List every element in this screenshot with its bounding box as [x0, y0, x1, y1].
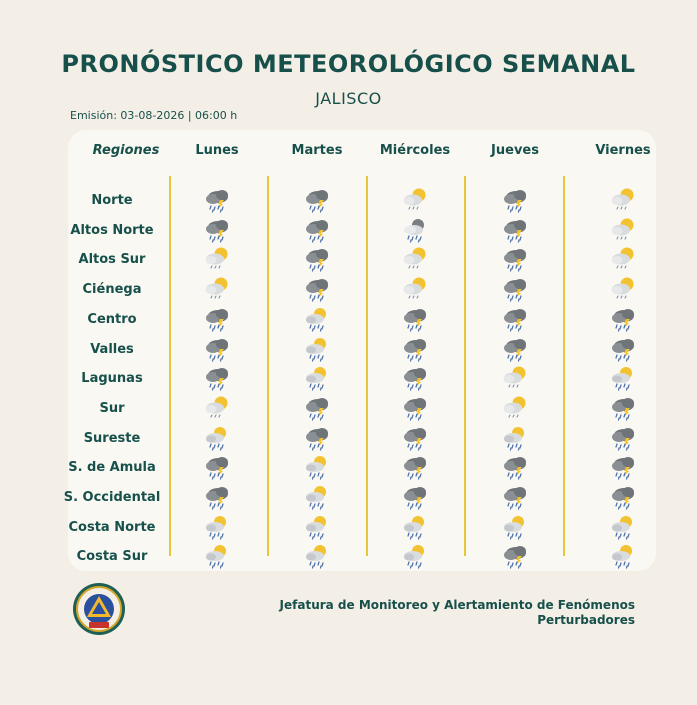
storm-cloud-icon — [501, 334, 529, 362]
sun-cloud-icon — [609, 244, 637, 272]
sun-rain-icon — [609, 363, 637, 391]
region-label: S. Occidental — [63, 490, 161, 505]
column-header-day: Lunes — [195, 143, 239, 158]
sun-rain-icon — [609, 541, 637, 569]
sun-rain-icon — [401, 512, 429, 540]
column-header-day: Viernes — [595, 143, 651, 158]
region-label: Norte — [91, 193, 133, 208]
storm-cloud-icon — [401, 363, 429, 391]
sun-rain-icon — [303, 304, 331, 332]
column-divider — [563, 176, 565, 556]
page-subtitle: JALISCO — [315, 89, 382, 108]
column-divider — [464, 176, 466, 556]
storm-cloud-icon — [303, 274, 331, 302]
sun-rain-icon — [401, 541, 429, 569]
region-label: Sur — [99, 400, 125, 416]
emission-timestamp: Emisión: 03-08-2026 | 06:00 h — [70, 109, 238, 122]
sun-rain-icon — [303, 452, 331, 480]
sun-rain-icon — [203, 423, 231, 451]
sun-cloud-icon — [609, 185, 637, 213]
sun-rain-icon — [303, 512, 331, 540]
region-label: Altos Norte — [70, 222, 154, 238]
sun-rain-icon — [303, 363, 331, 391]
column-header-day: Jueves — [491, 143, 539, 158]
column-divider — [169, 176, 171, 556]
storm-cloud-icon — [609, 304, 637, 332]
storm-cloud-icon — [501, 185, 529, 213]
sun-cloud-icon — [609, 215, 637, 243]
sun-cloud-icon — [401, 274, 429, 302]
storm-cloud-icon — [609, 393, 637, 421]
storm-cloud-icon — [203, 185, 231, 213]
sun-cloud-icon — [401, 244, 429, 272]
sun-rain-icon — [609, 512, 637, 540]
region-label: S. de Amula — [68, 460, 156, 476]
storm-cloud-icon — [401, 393, 429, 421]
sun-cloud-icon — [203, 244, 231, 272]
region-label: Ciénega — [82, 282, 142, 298]
region-label: Sureste — [83, 430, 141, 446]
storm-cloud-icon — [609, 334, 637, 362]
storm-cloud-icon — [401, 423, 429, 451]
sun-rain-icon — [501, 512, 529, 540]
storm-cloud-icon — [609, 452, 637, 480]
storm-cloud-icon — [303, 215, 331, 243]
sun-cloud-icon — [609, 274, 637, 302]
region-label: Centro — [87, 311, 137, 327]
sun-rain-icon — [203, 541, 231, 569]
storm-cloud-icon — [501, 452, 529, 480]
footer-line-1: Jefatura de Monitoreo y Alertamiento de Fenómenos — [279, 598, 635, 612]
footer-line-2: Perturbadores — [537, 613, 635, 627]
region-label: Valles — [90, 341, 134, 357]
storm-cloud-icon — [501, 482, 529, 510]
column-divider — [366, 176, 368, 556]
storm-cloud-icon — [401, 334, 429, 362]
storm-cloud-icon — [203, 363, 231, 391]
sun-cloud-icon — [203, 274, 231, 302]
moon-cloud-icon — [401, 215, 429, 243]
storm-cloud-icon — [501, 541, 529, 569]
storm-cloud-icon — [609, 482, 637, 510]
civil-protection-logo — [72, 582, 126, 636]
column-divider — [267, 176, 269, 556]
region-label: Lagunas — [81, 371, 143, 387]
sun-rain-icon — [303, 541, 331, 569]
storm-cloud-icon — [303, 423, 331, 451]
sun-cloud-icon — [401, 185, 429, 213]
storm-cloud-icon — [501, 274, 529, 302]
sun-rain-icon — [303, 334, 331, 362]
column-header-day: Miércoles — [379, 143, 451, 158]
region-label: Costa Sur — [76, 549, 148, 565]
sun-rain-icon — [501, 423, 529, 451]
region-label: Costa Norte — [68, 519, 156, 535]
storm-cloud-icon — [401, 452, 429, 480]
sun-cloud-icon — [501, 393, 529, 421]
storm-cloud-icon — [203, 482, 231, 510]
region-label: Altos Sur — [78, 252, 146, 268]
storm-cloud-icon — [501, 215, 529, 243]
storm-cloud-icon — [303, 185, 331, 213]
storm-cloud-icon — [501, 244, 529, 272]
storm-cloud-icon — [303, 244, 331, 272]
sun-cloud-icon — [501, 363, 529, 391]
footer-agency — [255, 598, 635, 628]
column-header-day: Martes — [291, 143, 343, 158]
sun-rain-icon — [303, 482, 331, 510]
storm-cloud-icon — [609, 423, 637, 451]
storm-cloud-icon — [401, 482, 429, 510]
sun-cloud-icon — [203, 393, 231, 421]
storm-cloud-icon — [203, 304, 231, 332]
storm-cloud-icon — [203, 334, 231, 362]
storm-cloud-icon — [501, 304, 529, 332]
sun-rain-icon — [203, 512, 231, 540]
storm-cloud-icon — [401, 304, 429, 332]
storm-cloud-icon — [303, 393, 331, 421]
column-header-regions: Regiones — [92, 143, 160, 158]
storm-cloud-icon — [203, 452, 231, 480]
page-title: PRONÓSTICO METEOROLÓGICO SEMANAL — [61, 50, 636, 78]
storm-cloud-icon — [203, 215, 231, 243]
